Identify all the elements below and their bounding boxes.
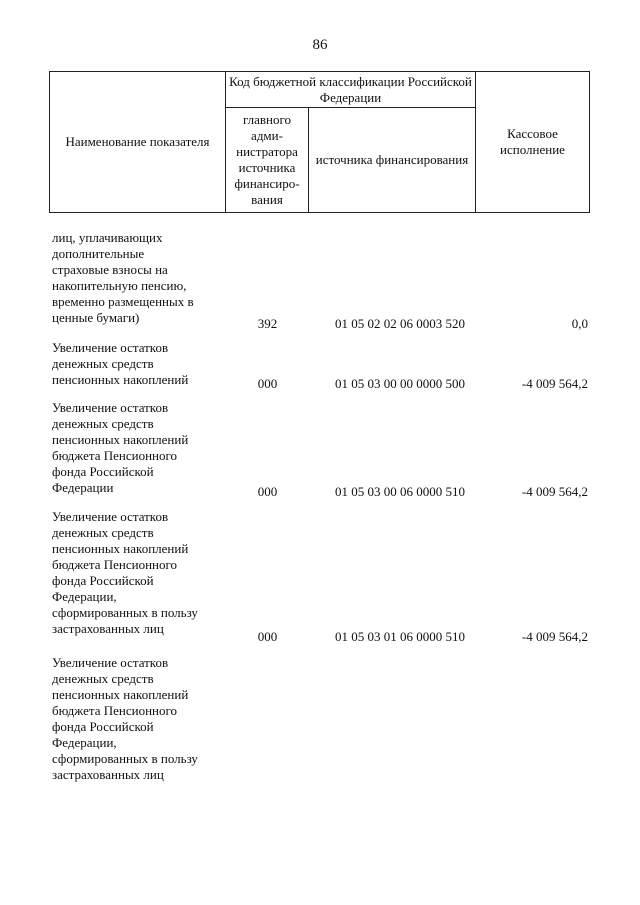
- page-number: 86: [312, 37, 328, 53]
- header-name: Наименование показателя: [49, 71, 226, 213]
- header-source: источника финансирования: [308, 107, 476, 213]
- row-admin-code: 000: [257, 629, 278, 644]
- row-name: лиц, уплачивающих дополнительные страховые взносы на накопительную пенсию, временно размещенных в ценные бумаги): [52, 230, 194, 325]
- row-source-code: 01 05 03 01 06 0000 510: [335, 629, 465, 644]
- row-source-code: 01 05 03 00 06 0000 510: [335, 484, 465, 499]
- row-admin-code: 000: [257, 484, 278, 499]
- row-amount: -4 009 564,2: [521, 484, 588, 499]
- row-admin-code: 392: [257, 316, 278, 331]
- header-execution: Кассовое исполнение: [475, 71, 590, 213]
- header-admin: главного адми-нистратора источника финансиро-вания: [225, 107, 309, 213]
- row-source-code: 01 05 03 00 00 0000 500: [335, 376, 465, 391]
- row-source-code: 01 05 02 02 06 0003 520: [335, 316, 465, 331]
- row-amount: -4 009 564,2: [521, 629, 588, 644]
- header-code-group: Код бюджетной классификации Российской Федерации: [225, 71, 476, 108]
- row-admin-code: 000: [257, 376, 278, 391]
- row-name: Увеличение остатков денежных средств пенсионных накоплений бюджета Пенсионного фонда Российской Федерации, сформированных в пользу застрахованных лиц: [52, 655, 198, 782]
- row-name: Увеличение остатков денежных средств пенсионных накоплений: [52, 340, 189, 387]
- row-amount: -4 009 564,2: [521, 376, 588, 391]
- row-name: Увеличение остатков денежных средств пенсионных накоплений бюджета Пенсионного фонда Российской Федерации, сформированных в пользу застрахованных лиц: [52, 509, 198, 636]
- row-amount: 0,0: [571, 316, 588, 331]
- row-name: Увеличение остатков денежных средств пенсионных накоплений бюджета Пенсионного фонда Российской Федерации: [52, 400, 189, 495]
